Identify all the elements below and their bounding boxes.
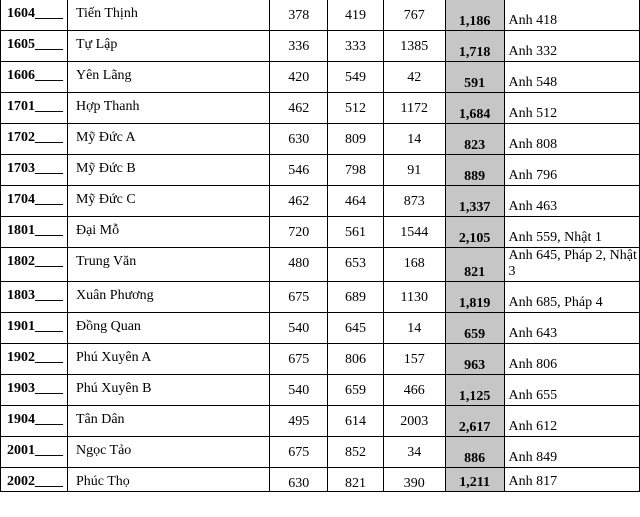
- value-col-1: 495: [270, 406, 328, 437]
- school-code: 1803____: [1, 282, 68, 313]
- value-col-2: 659: [328, 375, 384, 406]
- table-row: [1, 375, 640, 406]
- language-breakdown: Anh 806: [504, 344, 639, 375]
- language-breakdown: Anh 332: [504, 31, 639, 62]
- school-name: Mỹ Đức A: [67, 124, 269, 155]
- table-row: [1, 124, 640, 155]
- school-name: Tân Dân: [67, 406, 269, 437]
- value-col-1: 462: [270, 186, 328, 217]
- language-breakdown: Anh 612: [504, 406, 639, 437]
- school-code: 1702____: [1, 124, 68, 155]
- language-breakdown: Anh 548: [504, 62, 639, 93]
- value-col-1: 675: [270, 344, 328, 375]
- school-code: 1903____: [1, 375, 68, 406]
- school-name: Tự Lập: [67, 31, 269, 62]
- table-row: [1, 313, 640, 344]
- value-col-3: 1385: [383, 31, 445, 62]
- total-value: 1,337: [445, 186, 504, 217]
- value-col-3: 14: [383, 124, 445, 155]
- value-col-3: 873: [383, 186, 445, 217]
- language-breakdown: Anh 418: [504, 0, 639, 31]
- school-name: Yên Lãng: [67, 62, 269, 93]
- school-code: 1801____: [1, 217, 68, 248]
- language-breakdown: Anh 655: [504, 375, 639, 406]
- school-name: Phú Xuyên A: [67, 344, 269, 375]
- value-col-1: 540: [270, 313, 328, 344]
- value-col-1: 540: [270, 375, 328, 406]
- school-code: 1704____: [1, 186, 68, 217]
- value-col-2: 806: [328, 344, 384, 375]
- total-value: 659: [445, 313, 504, 344]
- language-breakdown: Anh 512: [504, 93, 639, 124]
- total-value: 1,684: [445, 93, 504, 124]
- value-col-1: 630: [270, 124, 328, 155]
- value-col-3: 157: [383, 344, 445, 375]
- table-row: [1, 155, 640, 186]
- language-breakdown: Anh 463: [504, 186, 639, 217]
- value-col-3: 466: [383, 375, 445, 406]
- total-value: 591: [445, 62, 504, 93]
- table-row: [1, 62, 640, 93]
- language-breakdown: Anh 559, Nhật 1: [504, 217, 639, 248]
- value-col-3: 14: [383, 313, 445, 344]
- school-name: Mỹ Đức B: [67, 155, 269, 186]
- table-row: [1, 344, 640, 375]
- table-row: [1, 93, 640, 124]
- table-row: [1, 31, 640, 62]
- total-value: 2,617: [445, 406, 504, 437]
- value-col-3: 390: [383, 468, 445, 492]
- total-value: 1,186: [445, 0, 504, 31]
- school-name: Phú Xuyên B: [67, 375, 269, 406]
- school-name: Ngọc Tảo: [67, 437, 269, 468]
- value-col-2: 653: [328, 248, 384, 282]
- total-value: 1,718: [445, 31, 504, 62]
- school-code: 1703____: [1, 155, 68, 186]
- value-col-3: 91: [383, 155, 445, 186]
- value-col-3: 1130: [383, 282, 445, 313]
- school-name: Mỹ Đức C: [67, 186, 269, 217]
- value-col-2: 464: [328, 186, 384, 217]
- table-body: [1, 0, 640, 492]
- school-code: 1605____: [1, 31, 68, 62]
- value-col-2: 809: [328, 124, 384, 155]
- language-breakdown: Anh 796: [504, 155, 639, 186]
- table-row: [1, 406, 640, 437]
- value-col-1: 420: [270, 62, 328, 93]
- language-breakdown: Anh 808: [504, 124, 639, 155]
- total-value: 823: [445, 124, 504, 155]
- table-row: [1, 186, 640, 217]
- value-col-2: 689: [328, 282, 384, 313]
- value-col-2: 419: [328, 0, 384, 31]
- total-value: 886: [445, 437, 504, 468]
- value-col-2: 821: [328, 468, 384, 492]
- school-code: 1701____: [1, 93, 68, 124]
- value-col-1: 462: [270, 93, 328, 124]
- value-col-1: 546: [270, 155, 328, 186]
- school-name: Tiến Thịnh: [67, 0, 269, 31]
- value-col-2: 333: [328, 31, 384, 62]
- total-value: 2,105: [445, 217, 504, 248]
- school-code: 1901____: [1, 313, 68, 344]
- school-name: Xuân Phương: [67, 282, 269, 313]
- value-col-2: 798: [328, 155, 384, 186]
- total-value: 1,211: [445, 468, 504, 492]
- language-breakdown: Anh 685, Pháp 4: [504, 282, 639, 313]
- school-code: 1904____: [1, 406, 68, 437]
- total-value: 1,819: [445, 282, 504, 313]
- value-col-2: 852: [328, 437, 384, 468]
- school-code: 1606____: [1, 62, 68, 93]
- school-code: 1902____: [1, 344, 68, 375]
- language-breakdown: Anh 849: [504, 437, 639, 468]
- value-col-1: 630: [270, 468, 328, 492]
- table-row: [1, 468, 640, 492]
- school-code: 2001____: [1, 437, 68, 468]
- table-row: [1, 0, 640, 31]
- school-code: 1604____: [1, 0, 68, 31]
- value-col-3: 1544: [383, 217, 445, 248]
- total-value: 963: [445, 344, 504, 375]
- value-col-1: 675: [270, 282, 328, 313]
- table-row: [1, 437, 640, 468]
- value-col-1: 675: [270, 437, 328, 468]
- value-col-2: 549: [328, 62, 384, 93]
- school-name: Trung Văn: [67, 248, 269, 282]
- value-col-2: 645: [328, 313, 384, 344]
- language-breakdown: Anh 643: [504, 313, 639, 344]
- value-col-2: 614: [328, 406, 384, 437]
- language-breakdown: Anh 817: [504, 468, 639, 492]
- value-col-3: 1172: [383, 93, 445, 124]
- total-value: 889: [445, 155, 504, 186]
- value-col-2: 561: [328, 217, 384, 248]
- value-col-3: 42: [383, 62, 445, 93]
- school-name: Hợp Thanh: [67, 93, 269, 124]
- value-col-3: 168: [383, 248, 445, 282]
- school-code: 2002____: [1, 468, 68, 492]
- table-row: [1, 282, 640, 313]
- value-col-2: 512: [328, 93, 384, 124]
- value-col-1: 720: [270, 217, 328, 248]
- value-col-3: 34: [383, 437, 445, 468]
- school-code: 1802____: [1, 248, 68, 282]
- table-row: [1, 248, 640, 282]
- value-col-1: 336: [270, 31, 328, 62]
- school-name: Đại Mỗ: [67, 217, 269, 248]
- language-breakdown: Anh 645, Pháp 2, Nhật 3: [504, 248, 639, 282]
- school-name: Phúc Thọ: [67, 468, 269, 492]
- value-col-3: 2003: [383, 406, 445, 437]
- value-col-1: 480: [270, 248, 328, 282]
- value-col-1: 378: [270, 0, 328, 31]
- total-value: 821: [445, 248, 504, 282]
- table-row: [1, 217, 640, 248]
- school-name: Đồng Quan: [67, 313, 269, 344]
- total-value: 1,125: [445, 375, 504, 406]
- value-col-3: 767: [383, 0, 445, 31]
